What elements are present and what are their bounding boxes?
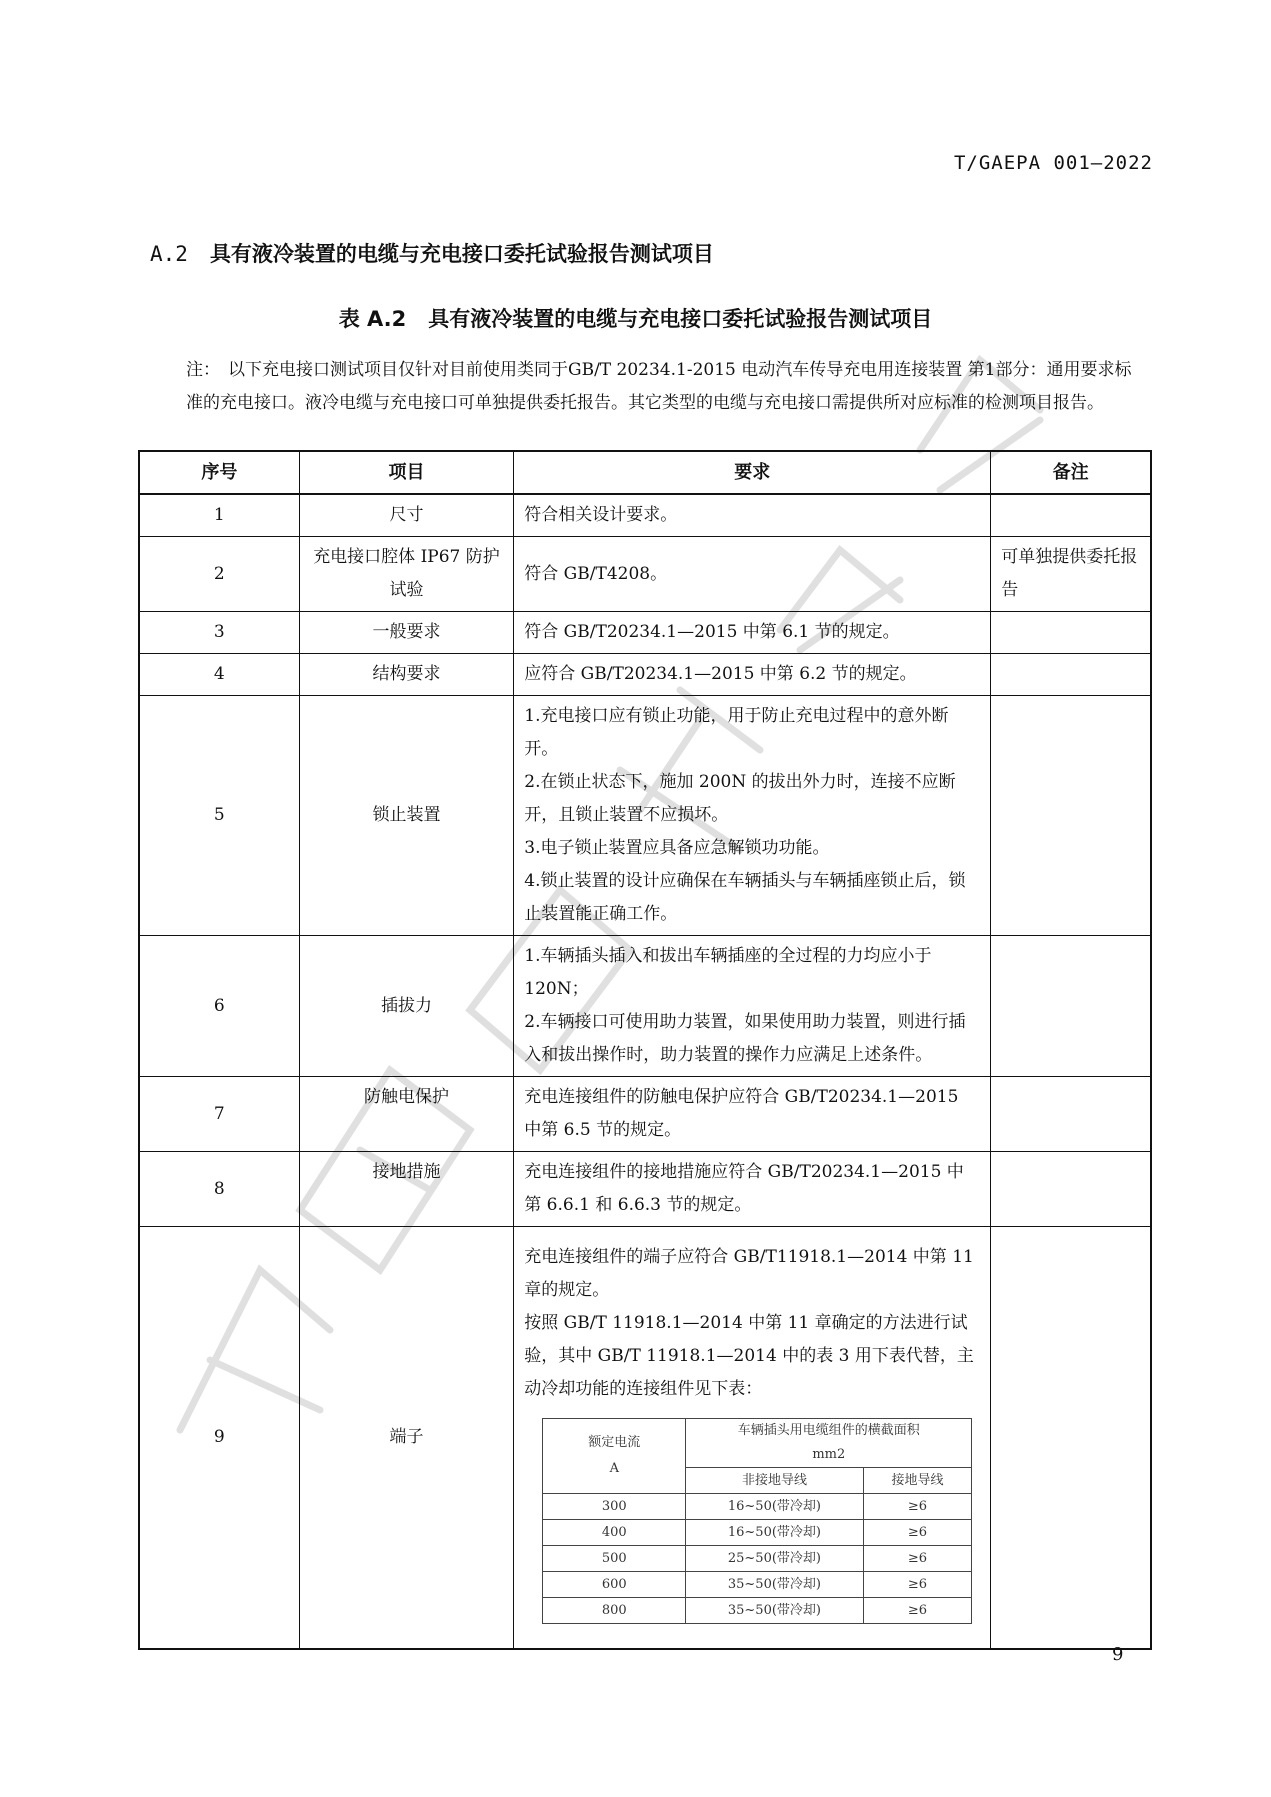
ground-cell: ≥6 (863, 1572, 972, 1598)
table-row (139, 612, 1151, 654)
row-item: 充电接口腔体 IP67 防护试验 (299, 537, 514, 612)
current-cell: 800 (543, 1598, 686, 1624)
table-note (186, 354, 1146, 420)
rated-current-unit: A (609, 1461, 619, 1476)
cross-section-unit: mm2 (812, 1447, 846, 1462)
requirement-line: 1.车辆插头插入和拔出车辆插座的全过程的力均应小于 120N； (524, 946, 932, 999)
row-requirement (514, 612, 991, 654)
row-item: 一般要求 (299, 612, 514, 654)
row-item: 插拔力 (299, 936, 514, 1077)
header-item: 项目 (299, 451, 514, 494)
table-header-row (139, 451, 1151, 494)
row-remark (991, 654, 1151, 696)
row-item: 结构要求 (299, 654, 514, 696)
row-no: 6 (139, 936, 299, 1077)
row-requirement (514, 494, 991, 537)
document-code: T/GAEPA 001—2022 (953, 152, 1153, 174)
rated-current-label: 额定电流 (588, 1435, 641, 1450)
requirement-line: 符合 GB/T20234.1—2015 中第 6.1 节的规定。 (524, 622, 900, 642)
sub-table-row (543, 1494, 972, 1520)
row-remark (991, 1227, 1151, 1650)
row-requirement (514, 1077, 991, 1152)
section-title: 具有液冷装置的电缆与充电接口委托试验报告测试项目 (209, 242, 714, 266)
row-requirement (514, 696, 991, 936)
header-remark: 备注 (991, 451, 1151, 494)
requirement-line: 按照 GB/T 11918.1—2014 中第 11 章确定的方法进行试验，其中 GB/T 11918.1—2014 中的表 3 用下表代替，主动冷却功能的连接组件见下表： (524, 1313, 974, 1399)
row-item: 尺寸 (299, 494, 514, 537)
current-cell: 300 (543, 1494, 686, 1520)
page-number: 9 (1112, 1644, 1124, 1665)
current-cell: 400 (543, 1520, 686, 1546)
row-no: 9 (139, 1227, 299, 1650)
row-no: 7 (139, 1077, 299, 1152)
row-remark (991, 494, 1151, 537)
non-ground-cell: 25~50(带冷却) (686, 1546, 863, 1572)
current-cell: 500 (543, 1546, 686, 1572)
row-remark (991, 1152, 1151, 1227)
row-no: 4 (139, 654, 299, 696)
row-remark (991, 1077, 1151, 1152)
table-row (139, 537, 1151, 612)
table-caption (0, 303, 1271, 333)
table-row (139, 654, 1151, 696)
ground-header: 接地导线 (863, 1468, 972, 1494)
cross-section-label: 车辆插头用电缆组件的横截面积 (737, 1423, 920, 1438)
row-item: 防触电保护 (299, 1077, 514, 1152)
cross-section-header (686, 1419, 972, 1468)
cross-section-table (542, 1418, 972, 1624)
ground-cell: ≥6 (863, 1494, 972, 1520)
non-ground-cell: 16~50(带冷却) (686, 1520, 863, 1546)
sub-table-row (543, 1546, 972, 1572)
row-remark: 可单独提供委托报告 (991, 537, 1151, 612)
table-row (139, 1152, 1151, 1227)
row-remark (991, 936, 1151, 1077)
table-row (139, 1077, 1151, 1152)
requirement-line: 2.车辆接口可使用助力装置，如果使用助力装置，则进行插入和拔出操作时，助力装置的操作力应满足上述条件。 (524, 1012, 966, 1065)
row-item: 端子 (299, 1227, 514, 1650)
table-title: 具有液冷装置的电缆与充电接口委托试验报告测试项目 (428, 307, 933, 331)
ground-cell: ≥6 (863, 1546, 972, 1572)
row-requirement (514, 654, 991, 696)
row-no: 1 (139, 494, 299, 537)
requirement-line: 符合 GB/T4208。 (524, 563, 668, 584)
row-requirement (514, 1152, 991, 1227)
table-number: 表 A.2 (338, 307, 407, 331)
non-ground-cell: 35~50(带冷却) (686, 1572, 863, 1598)
table-row (139, 494, 1151, 537)
sub-table-row (543, 1598, 972, 1624)
test-items-table (138, 450, 1152, 1650)
current-cell: 600 (543, 1572, 686, 1598)
requirement-line: 应符合 GB/T20234.1—2015 中第 6.2 节的规定。 (524, 664, 917, 684)
row-item: 锁止装置 (299, 696, 514, 936)
table-row (139, 1227, 1151, 1650)
row-no: 2 (139, 537, 299, 612)
non-ground-cell: 16~50(带冷却) (686, 1494, 863, 1520)
sub-table-row (543, 1520, 972, 1546)
note-text: 以下充电接口测试项目仅针对目前使用类同于GB/T 20234.1-2015 电动汽车传导充电用连接装置 第1部分：通用要求标准的充电接口。液冷电缆与充电接口可单独提供委托报告。其它类型的电缆与充电接口需提供所对应标准的检测项目报告。 (186, 360, 1132, 413)
non-ground-header: 非接地导线 (686, 1468, 863, 1494)
ground-cell: ≥6 (863, 1520, 972, 1546)
header-no: 序号 (139, 451, 299, 494)
sub-table-row (543, 1572, 972, 1598)
table-row (139, 936, 1151, 1077)
requirement-line: 符合相关设计要求。 (524, 505, 678, 525)
header-requirement: 要求 (514, 451, 991, 494)
row-remark (991, 612, 1151, 654)
requirement-line: 1.充电接口应有锁止功能，用于防止充电过程中的意外断开。 (524, 706, 949, 759)
requirement-line: 2.在锁止状态下，施加 200N 的拔出外力时，连接不应断开，且锁止装置不应损坏。 (524, 772, 956, 825)
row-no: 3 (139, 612, 299, 654)
requirement-line: 4.锁止装置的设计应确保在车辆插头与车辆插座锁止后，锁止装置能正确工作。 (524, 871, 966, 924)
ground-cell: ≥6 (863, 1598, 972, 1624)
row-remark (991, 696, 1151, 936)
requirement-line: 充电连接组件的接地措施应符合 GB/T20234.1—2015 中第 6.6.1 和 6.6.3 节的规定。 (524, 1162, 964, 1215)
row-no: 8 (139, 1152, 299, 1227)
row-requirement (514, 537, 991, 612)
rated-current-header (543, 1419, 686, 1494)
row-requirement (514, 1227, 991, 1650)
non-ground-cell: 35~50(带冷却) (686, 1598, 863, 1624)
section-number: A.2 (150, 242, 188, 266)
requirement-line: 充电连接组件的防触电保护应符合 GB/T20234.1—2015 中第 6.5 节的规定。 (524, 1087, 959, 1140)
note-label: 注： (186, 360, 220, 380)
row-item: 接地措施 (299, 1152, 514, 1227)
requirement-line: 3.电子锁止装置应具备应急解锁功功能。 (524, 838, 830, 858)
row-requirement (514, 936, 991, 1077)
table-row (139, 696, 1151, 936)
row-no: 5 (139, 696, 299, 936)
requirement-line: 充电连接组件的端子应符合 GB/T11918.1—2014 中第 11 章的规定。 (524, 1247, 974, 1300)
section-heading (150, 238, 714, 268)
